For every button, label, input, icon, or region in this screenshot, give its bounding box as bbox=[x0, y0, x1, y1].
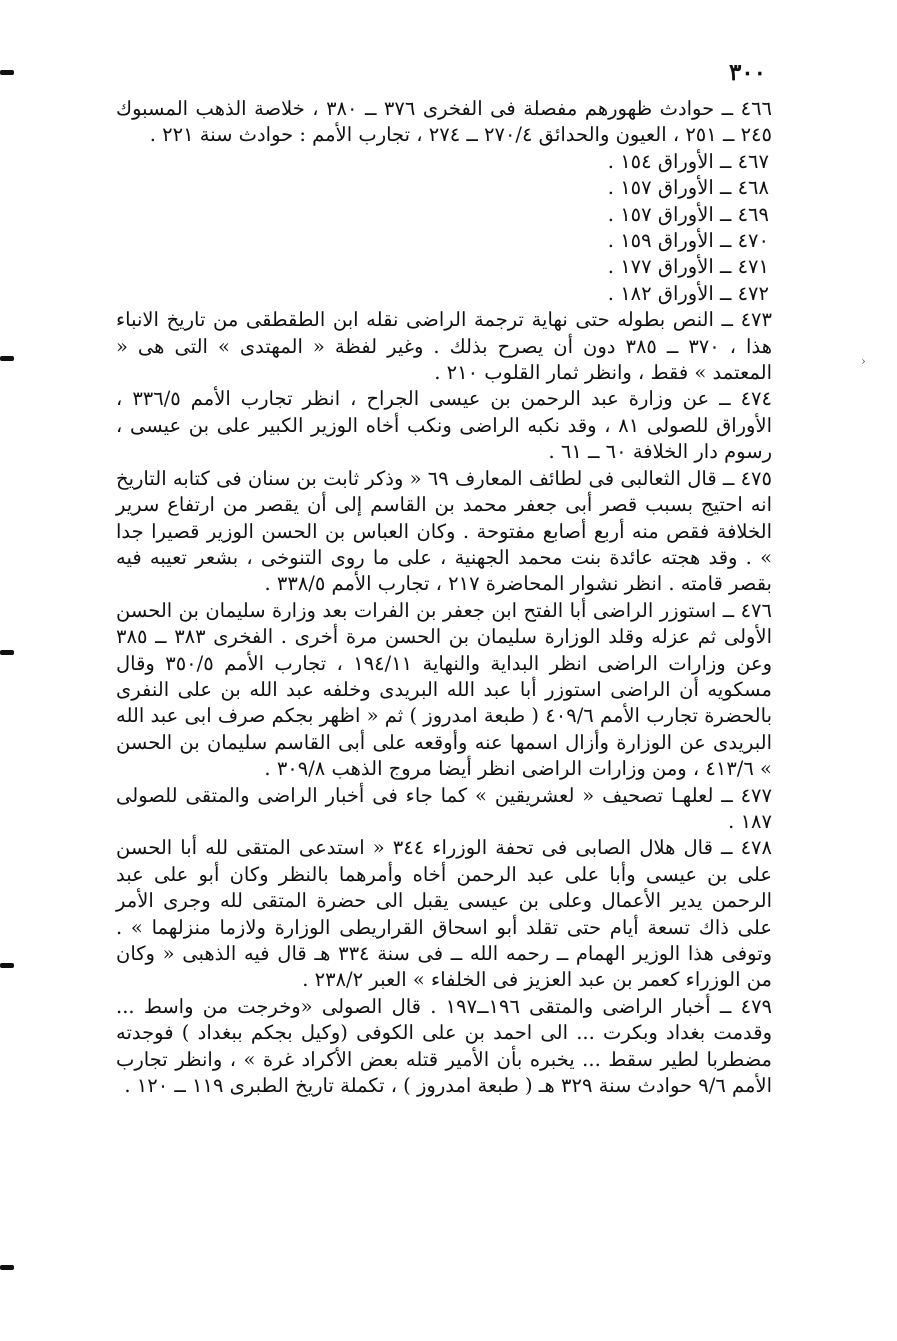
binding-mark-3 bbox=[0, 650, 14, 655]
note-477: ٤٧٧ ــ لعلهـا تصحيف « لعشريقين » كما جاء فى أخبار الراضى والمتقى للصولى ١٨٧ . bbox=[116, 783, 772, 833]
note-469: ٤٦٩ ــ الأوراق ١٥٧ . bbox=[607, 202, 769, 226]
note-470: ٤٧٠ ــ الأوراق ١٥٩ . bbox=[607, 229, 769, 253]
note-475: ٤٧٥ ــ قال الثعالبى فى لطائف المعارف ٦٩ « وذكر ثابت بن سنان فى كتابه التاريخ انه احتيج بسبب قصر أبى جعفر محمد بن القاسم إلى أن يقصر من ارتفاع سرير الخلافة فقص منه أربع أصابع مفتوحة . وكان العباس بن الحسن الوزير قصيرا جدا » . وقد هجته عائدة بنت محمد الجهنية ، على ما روى التنوخى ، بشعر تعيبه فيه بقصر قامته . انظر نشوار المحاضرة ٢١٧ ، تجارب الأمم ٣٣٨/٥ . bbox=[116, 466, 772, 596]
footnotes bbox=[116, 96, 772, 1099]
binding-mark-4 bbox=[0, 963, 14, 968]
note-467: ٤٦٧ ــ الأوراق ١٥٤ . bbox=[607, 149, 769, 173]
note-466: ٤٦٦ ــ حوادث ظهورهم مفصلة فى الفخرى ٣٧٦ ــ ٣٨٠ ، خلاصة الذهب المسبوك ٢٤٥ ــ ٢٥١ ، العيون والحدائق ٢٧٠/٤ ــ ٢٧٤ ، تجارب الأمم : حوادث سنة ٢٢١ . bbox=[116, 97, 773, 147]
note-471: ٤٧١ ــ الأوراق ١٧٧ . bbox=[607, 255, 769, 279]
page-number: ٣٠٠ bbox=[728, 59, 766, 86]
note-472: ٤٧٢ ــ الأوراق ١٨٢ . bbox=[607, 281, 769, 305]
note-476: ٤٧٦ ــ استوزر الراضى أبا الفتح ابن جعفر بن الفرات بعد وزارة سليمان بن الحسن الأولى ثم عزله وقلد الوزارة سليمان بن الحسن مرة أخرى . الفخرى ٣٨٣ ــ ٣٨٥ وعن وزارات الراضى انظر البداية والنهاية ١٩٤/١١ ، تجارب الأمم ٣٥٠/٥ وقال مسكويه أن الراضى استوزر أبا عبد الله البريدى وخلفه عبد الله بن على النفرى بالحضرة تجارب الأمم ٤٠٩/٦ ( طبعة امدروز ) ثم « اظهر بجكم صرف ابى عبد الله البريدى عن الوزارة وأزال اسمها عنه وأوقعه على أبى القاسم سليمان بن الحسن » ٤١٣/٦ ، ومن وزارات الراضى انظر أيضا مروج الذهب ٣٠٩/٨ . bbox=[116, 598, 772, 781]
binding-mark-1 bbox=[0, 70, 14, 75]
binding-mark-2 bbox=[0, 356, 14, 361]
note-474: ٤٧٤ ــ عن وزارة عبد الرحمن بن عيسى الجراح ، انظر تجارب الأمم ٣٣٦/٥ ، الأوراق للصولى ٨١ ، وقد نكبه الراضى ونكب أخاه الوزير الكبير على بن عيسى ، رسوم دار الخلافة ٦٠ ــ ٦١ . bbox=[116, 387, 772, 464]
note-478: ٤٧٨ ــ قال هلال الصابى فى تحفة الوزراء ٣٤٤ « استدعى المتقى لله أبا الحسن على بن عيسى وأبا على عبد الرحمن أخاه وأمرهما بالنظر وكان أبو على عبد الرحمن يدير الأعمال وعلى بن عيسى يقبل الى حضرة المتقى لله وجرى الأمر على ذاك تسعة أيام حتى تقلد أبو اسحاق القراريطى الوزارة ولازما منزلهما » . وتوفى هذا الوزير الهمام ــ رحمه الله ــ فى سنة ٣٣٤ هـ قال فيه الذهبى « وكان من الوزراء كعمر بن عبد العزيز فى الخلفاء » العبر ٢٣٨/٢ . bbox=[116, 836, 772, 992]
note-468: ٤٦٨ ــ الأوراق ١٥٧ . bbox=[607, 176, 769, 200]
binding-mark-5 bbox=[0, 1265, 14, 1270]
note-473: ٤٧٣ ــ النص بطوله حتى نهاية ترجمة الراضى نقله ابن الطقطقى من تاريخ الانباء هذا ، ٣٧٠ ــ ٣٨٥ دون أن يصرح بذلك . وغير لفظة « المهتدى » التى هى « المعتمد » فقط ، وانظر ثمار القلوب ٢١٠ . bbox=[116, 308, 772, 385]
margin-mark: › bbox=[861, 354, 866, 368]
note-479: ٤٧٩ ــ أخبار الراضى والمتقى ١٩٦ــ١٩٧ . قال الصولى «وخرجت من واسط ... وقدمت بغداد وبكرت ... الى احمد بن على الكوفى (وكيل بجكم ببغداد ) فوجدته مضطربا لطير سقط ... يخبره بأن الأمير قتله بعض الأكراد غرة » ، وانظر تجارب الأمم ٩/٦ حوادث سنة ٣٢٩ هـ ( طبعة امدروز ) ، تكملة تاريخ الطبرى ١١٩ ــ ١٢٠ . bbox=[116, 994, 773, 1098]
